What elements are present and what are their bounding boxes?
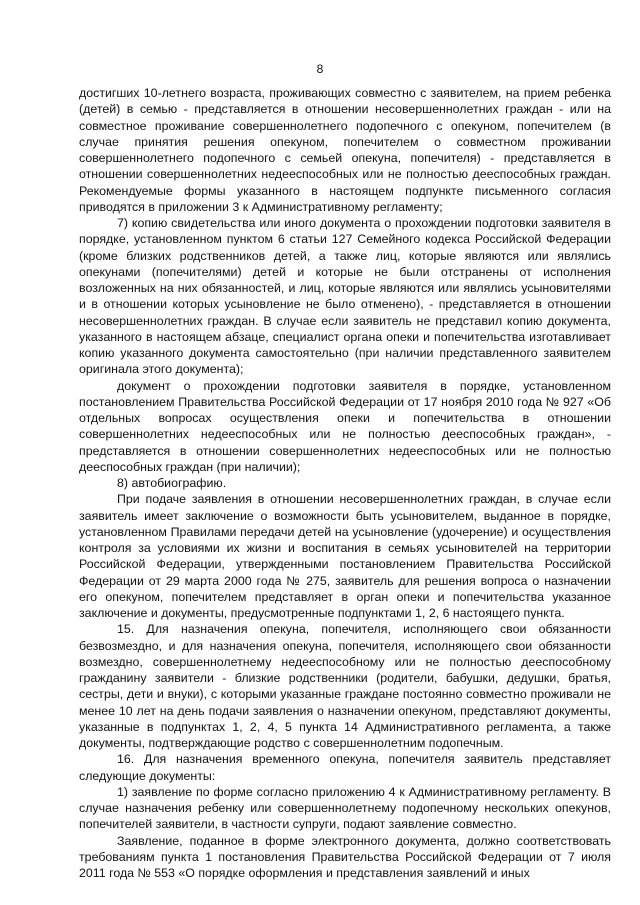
document-body	[79, 85, 611, 881]
paragraph-7: 16. Для назначения временного опекуна, попечителя заявитель представляет следующие документы:	[79, 752, 611, 783]
paragraph-2: 7) копию свидетельства или иного документа о прохождении подготовки заявителя в порядке, установленном пунктом 6 статьи 127 Семейного кодекса Российской Федерации (кроме близких родственников детей, а также лиц, которые являются или являлись опекунами (попечителями) детей и которые не были отстранены от исполнения возложенных на них обязанностей, и лиц, которые являются или являлись усыновителями и в отношении которых усыновление не было отменено), - представляется в отношении несовершеннолетних граждан. В случае если заявитель не представил копию документа, указанного в настоящем абзаце, специалист органа опеки и попечительства изготавливает копию указанного документа самостоятельно (при наличии представленного заявителем оригинала этого документа);	[79, 216, 611, 377]
paragraph-5: При подаче заявления в отношении несовершеннолетних граждан, в случае если заявитель имеет заключение о возможности быть усыновителем, выданное в порядке, установленном Правилами передачи детей на усыновление (удочерение) и осуществления контроля за условиями их жизни и воспитания в семьях усыновителей на территории Российской Федерации, утвержденными постановлением Правительства Российской Федерации от 29 марта 2000 года № 275, заявитель для решения вопроса о назначении его опекуном, попечителем представляет в орган опеки и попечительства указанное заключение и документы, предусмотренные подпунктами 1, 2, 6 настоящего пункта.	[79, 492, 611, 620]
paragraph-6: 15. Для назначения опекуна, попечителя, исполняющего свои обязанности безвозмездно, и для назначения опекуна, попечителя, исполняющего свои обязанности возмездно, совершеннолетнему недееспособному или не полностью дееспособному гражданину заявители - близкие родственники (родители, бабушки, дедушки, братья, сестры, дети и внуки), с которыми указанные граждане постоянно совместно проживали не менее 10 лет на день подачи заявления о назначении опекуном, представляют документы, указанные в подпунктах 1, 2, 4, 5 пункта 14 Административного регламента, а также документы, подтверждающие родство с совершеннолетним подопечным.	[79, 622, 611, 750]
page-number: 8	[316, 62, 324, 76]
paragraph-8: 1) заявление по форме согласно приложению 4 к Административному регламенту. В случае назначения ребенку или совершеннолетнему подопечному нескольких опекунов, попечителей заявители, в частности супруги, подают заявление совместно.	[79, 784, 611, 832]
paragraph-4: 8) автобиографию.	[117, 476, 227, 490]
paragraph-1: достигших 10-летнего возраста, проживающих совместно с заявителем, на прием ребенка (детей) в семью - представляется в отношении несовершеннолетних граждан - или на совместное проживание совершеннолетнего подопечного с опекуном, попечителем (в случае принятия решения опекуном, попечителем о совместном проживании совершеннолетнего подопечного с семьей опекуна, попечителя) - представляется в отношении совершеннолетних недееспособных или не полностью дееспособных граждан. Рекомендуемые формы указанного в настоящем подпункте письменного согласия приводятся в приложении 3 к Административному регламенту;	[79, 86, 611, 214]
paragraph-9: Заявление, поданное в форме электронного документа, должно соответствовать требованиям пункта 1 постановления Правительства Российской Федерации от 7 июля 2011 года № 553 «О порядке оформления и представления заявлений и иных	[79, 833, 611, 880]
paragraph-3: документ о прохождении подготовки заявителя в порядке, установленном постановлением Правительства Российской Федерации от 17 ноября 2010 года № 927 «Об отдельных вопросах осуществления опеки и попечительства в отношении совершеннолетних недееспособных или не полностью дееспособных граждан», - представляется в отношении совершеннолетних недееспособных или не полностью дееспособных граждан (при наличии);	[79, 378, 611, 474]
